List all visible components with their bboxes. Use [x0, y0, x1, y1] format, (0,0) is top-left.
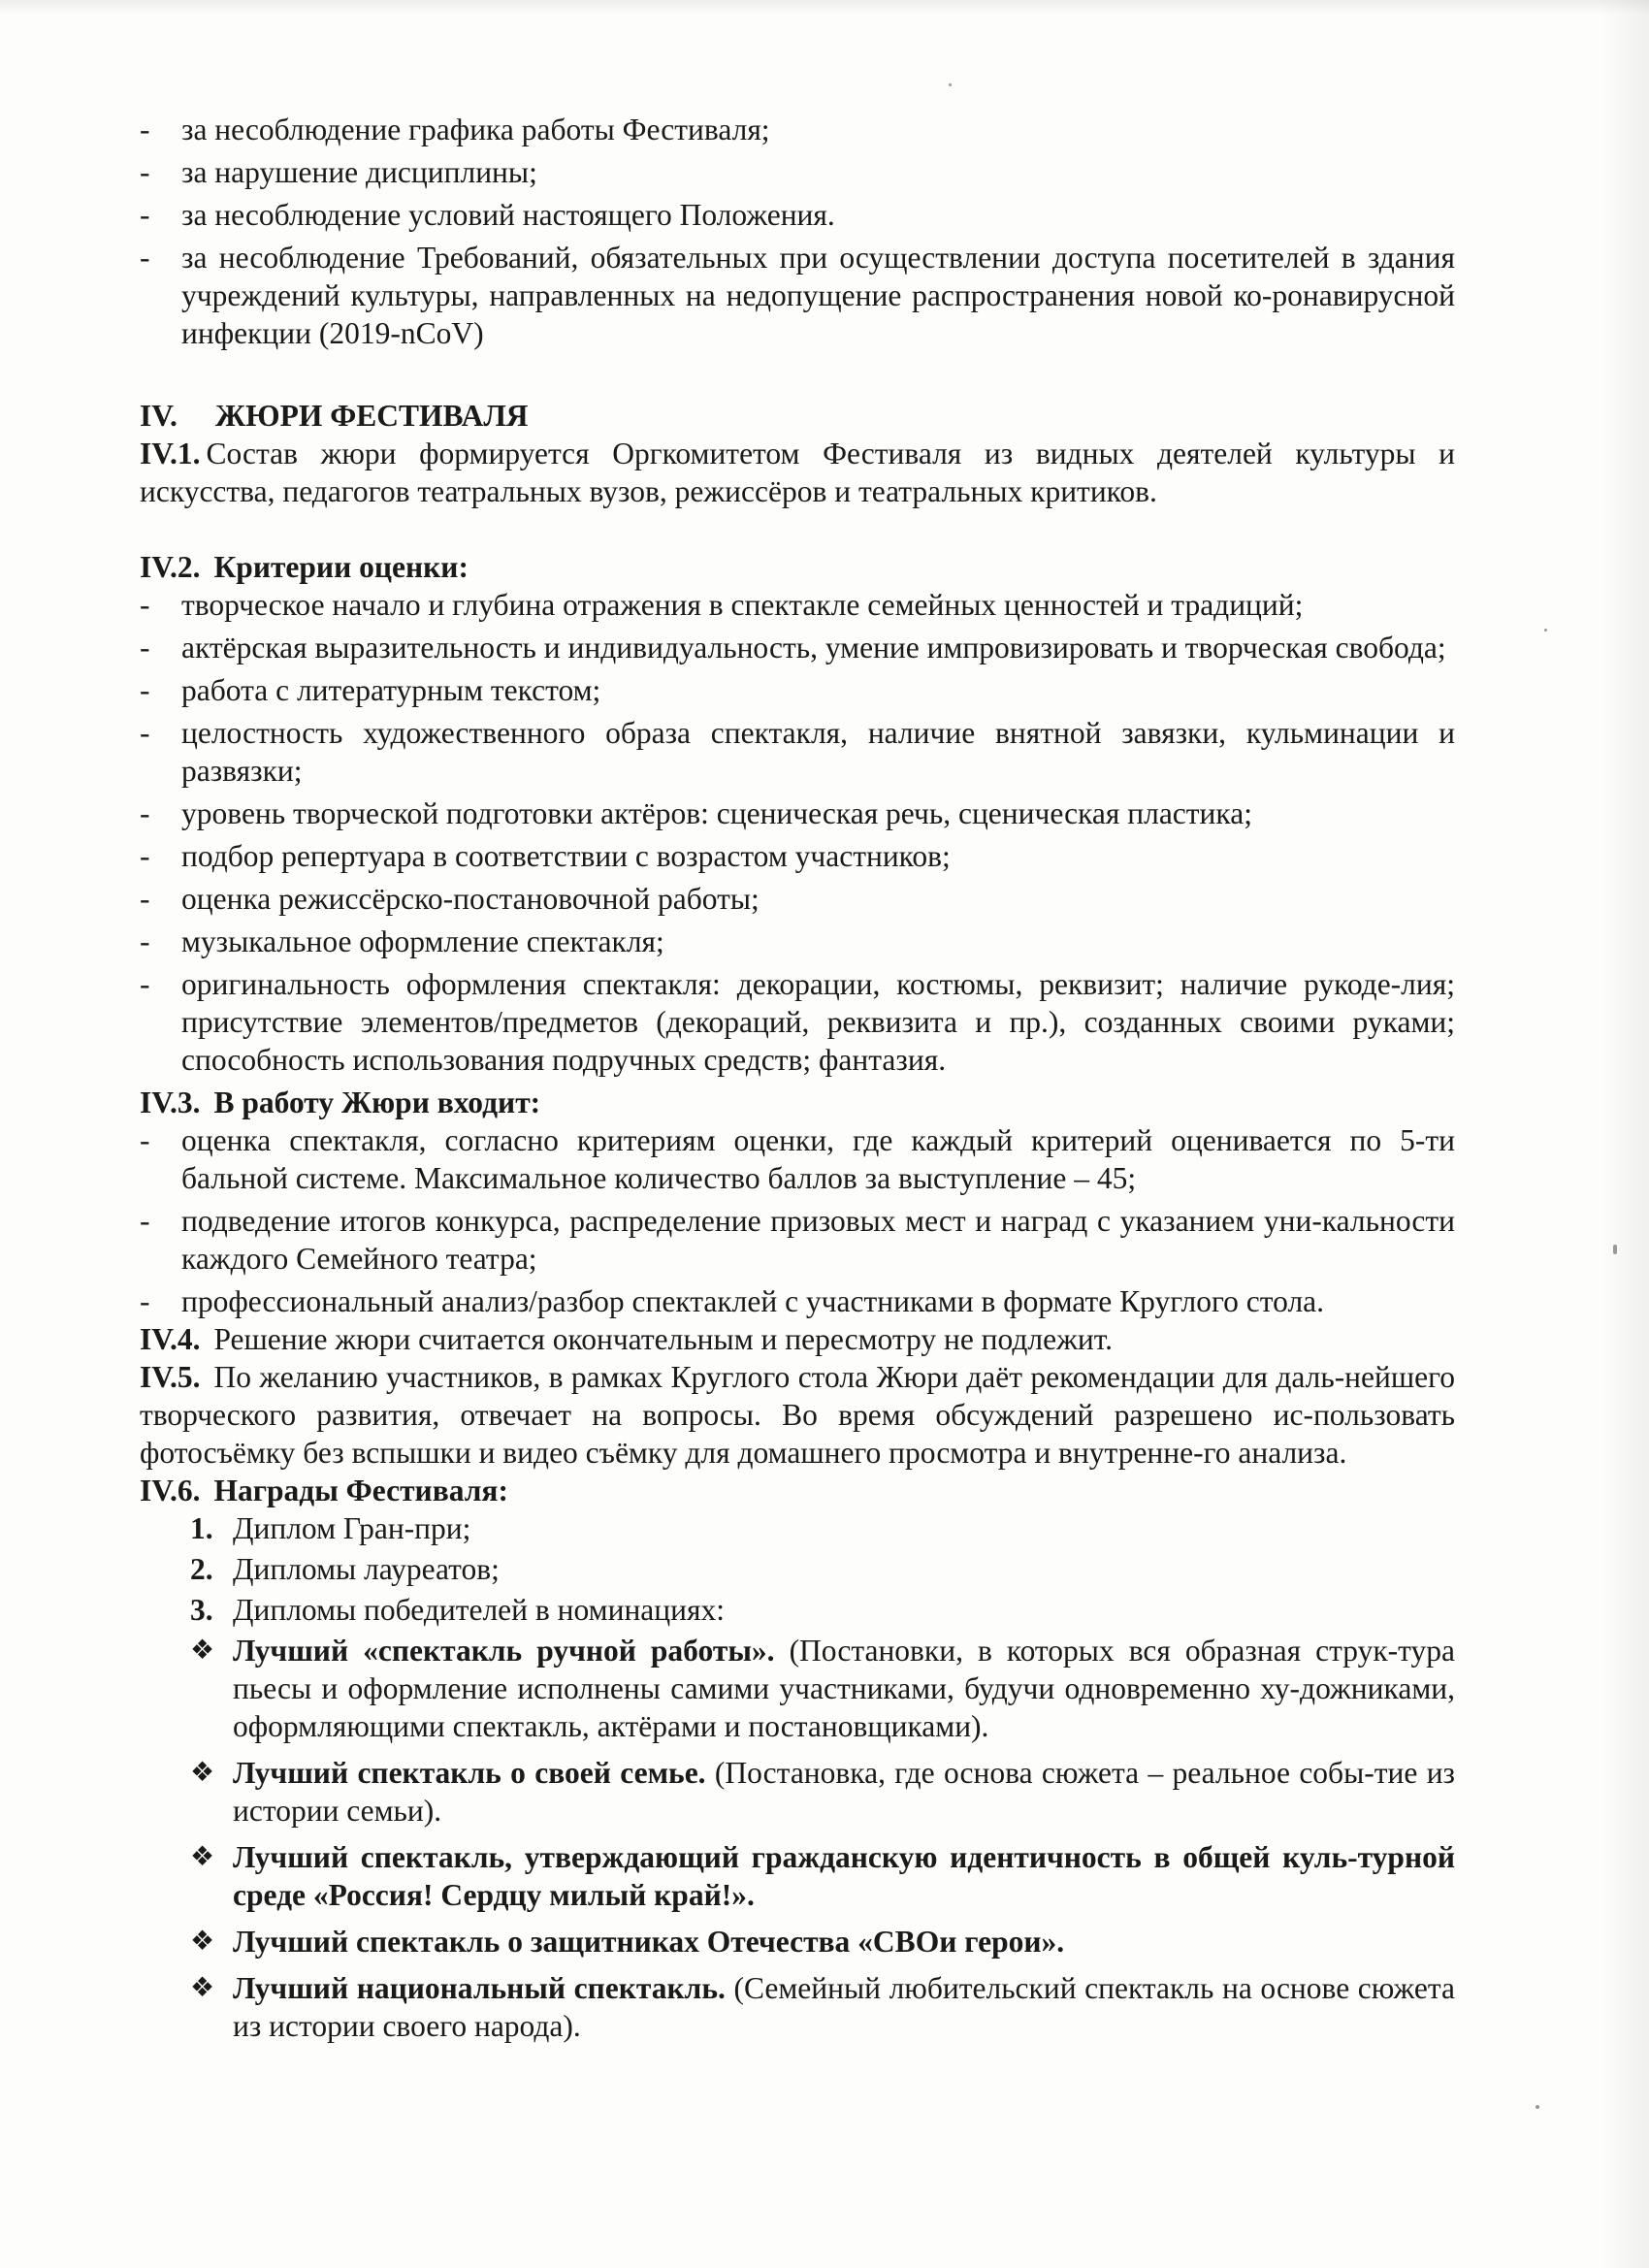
list-item-text: за нарушение дисциплины; [181, 155, 537, 189]
list-item [140, 923, 1455, 960]
scan-speck [1536, 2105, 1539, 2109]
diamond-bullet-icon: ❖ [190, 1927, 215, 1957]
list-item [140, 239, 1455, 352]
list-item-text: за несоблюдение Требований, обязательных при осуществлении доступа посетителей в здания учреждений культуры, направленных на недопущение распространения новой ко-ронавирусной инфекции (2019-nCoV) [181, 241, 1455, 350]
dash-bullet: - [140, 967, 150, 1001]
nominations-list [140, 1632, 1455, 2045]
paragraph-text: Решение жюри считается окончательным и пересмотру не подлежит. [213, 1322, 1113, 1356]
section-title: ЖЮРИ ФЕСТИВАЛЯ [215, 399, 529, 433]
criteria-list [140, 586, 1455, 1079]
list-item [140, 794, 1455, 832]
section-heading [140, 397, 1455, 435]
list-item [140, 965, 1455, 1079]
award-description: (Постановка, где основа сюжета – реальное собы-тие из истории семьи). [233, 1756, 1455, 1828]
paragraph-iv-6-heading [140, 1472, 1455, 1509]
scan-speck [949, 83, 952, 86]
paragraph-number: IV.6. [140, 1474, 201, 1507]
paragraph-number: IV.5. [140, 1360, 201, 1394]
paragraph-number: IV.4. [140, 1322, 201, 1356]
list-item-text: целостность художественного образа спектакля, наличие внятной завязки, кульминации и развязки; [181, 716, 1455, 788]
awards-ordered-list [140, 1509, 1455, 1629]
scan-speck [1613, 1245, 1617, 1254]
dash-bullet: - [140, 1204, 150, 1238]
dash-bullet: - [140, 839, 150, 873]
list-item-text: оценка спектакля, согласно критериям оценки, где каждый критерий оценивается по 5-ти бальной системе. Максимальное количество баллов за выступление – 45; [181, 1123, 1455, 1195]
paragraph-text: По желанию участников, в рамках Круглого стола Жюри даёт рекомендации для даль-нейшего творческого развития, отвечает на вопросы. Во время обсуждений разрешено ис-пользовать фотосъёмку без вспышки и видео съёмку для домашнего просмотра и внутренне-го анализа. [140, 1360, 1455, 1470]
list-number: 3. [190, 1593, 213, 1627]
paragraph-title: Награды Фестиваля: [213, 1474, 508, 1507]
dash-bullet: - [140, 1284, 150, 1318]
list-item [140, 153, 1455, 191]
paragraph-number: IV.1. [140, 437, 201, 470]
dash-bullet: - [140, 924, 150, 958]
list-item [140, 880, 1455, 918]
list-item-text: Дипломы лауреатов; [233, 1552, 500, 1586]
paragraph-number: IV.3. [140, 1085, 201, 1119]
dash-bullet: - [140, 673, 150, 707]
list-item [190, 1632, 1455, 1745]
scan-top-shadow [0, 0, 1649, 14]
paragraph-number: IV.2. [140, 550, 201, 584]
list-item [190, 1509, 1455, 1547]
paragraph-iv-2-heading [140, 548, 1455, 586]
list-item [140, 196, 1455, 234]
dash-bullet: - [140, 155, 150, 189]
award-title: Лучший национальный спектакль. [233, 1971, 726, 2005]
list-item [190, 1923, 1455, 1960]
dash-bullet: - [140, 198, 150, 232]
intro-list [140, 111, 1455, 352]
diamond-bullet-icon: ❖ [190, 1636, 215, 1666]
dash-bullet: - [140, 882, 150, 916]
dash-bullet: - [140, 241, 150, 275]
list-item [190, 1754, 1455, 1830]
list-item-text: подведение итогов конкурса, распределение призовых мест и наград с указанием уни-кальности каждого Семейного театра; [181, 1204, 1455, 1276]
list-item-text: оригинальность оформления спектакля: декорации, костюмы, реквизит; наличие рукоде-лия; присутствие элементов/предметов (декораций, реквизита и пр.), созданных своими руками; способность использования подручных средств; фантазия. [181, 967, 1455, 1077]
list-item [140, 1282, 1455, 1320]
award-title: Лучший спектакль о защитниках Отечества «СВОи герои». [233, 1925, 1065, 1959]
paragraph-iv-3-heading [140, 1084, 1455, 1121]
paragraph-iv-1 [140, 435, 1455, 510]
dash-bullet: - [140, 796, 150, 830]
list-number: 1. [190, 1511, 213, 1545]
list-item [190, 1838, 1455, 1914]
list-item-text: Дипломы победителей в номинациях: [233, 1593, 725, 1627]
list-item-text: актёрская выразительность и индивидуальность, умение импровизировать и творческая свобода; [181, 631, 1446, 664]
list-item-text: за несоблюдение графика работы Фестиваля; [181, 113, 770, 146]
list-number: 2. [190, 1552, 213, 1586]
award-title: Лучший спектакль о своей семье. [233, 1756, 706, 1790]
scan-speck [1544, 629, 1547, 632]
scan-edge-shadow [1600, 0, 1649, 2268]
list-item-text: подбор репертуара в соответствии с возрастом участников; [181, 839, 951, 873]
dash-bullet: - [140, 588, 150, 622]
award-title: Лучший спектакль, утверждающий гражданскую идентичность в общей куль-турной среде «Россия! Сердцу милый край!». [233, 1840, 1455, 1912]
paragraph-text: Состав жюри формируется Оргкомитетом Фестиваля из видных деятелей культуры и искусства, педагогов театральных вузов, режиссёров и театральных критиков. [140, 437, 1455, 508]
dash-bullet: - [140, 631, 150, 664]
list-item [140, 629, 1455, 666]
paragraph-title: Критерии оценки: [213, 550, 469, 584]
list-item [140, 586, 1455, 624]
diamond-bullet-icon: ❖ [190, 1758, 215, 1788]
list-item-text: за несоблюдение условий настоящего Положения. [181, 198, 835, 232]
award-title: Лучший «спектакль ручной работы». [233, 1634, 775, 1668]
paragraph-iv-5 [140, 1358, 1455, 1472]
list-item [140, 1202, 1455, 1278]
list-item [140, 111, 1455, 148]
list-item [140, 1121, 1455, 1197]
paragraph-iv-4 [140, 1320, 1455, 1358]
diamond-bullet-icon: ❖ [190, 1973, 215, 2003]
list-item [140, 714, 1455, 790]
dash-bullet: - [140, 716, 150, 750]
dash-bullet: - [140, 113, 150, 146]
list-item [140, 837, 1455, 875]
list-item [190, 1550, 1455, 1588]
list-item [140, 671, 1455, 709]
list-item [190, 1969, 1455, 2045]
list-item-text: уровень творческой подготовки актёров: сценическая речь, сценическая пластика; [181, 796, 1252, 830]
section-number: IV. [140, 399, 178, 433]
list-item-text: музыкальное оформление спектакля; [181, 924, 664, 958]
diamond-bullet-icon: ❖ [190, 1842, 215, 1872]
award-description: (Семейный любительский спектакль на основе сюжета из истории своего народа). [233, 1971, 1455, 2043]
list-item-text: профессиональный анализ/разбор спектаклей с участниками в формате Круглого стола. [181, 1284, 1325, 1318]
dash-bullet: - [140, 1123, 150, 1157]
list-item-text: творческое начало и глубина отражения в спектакле семейных ценностей и традиций; [181, 588, 1304, 622]
list-item-text: оценка режиссёрско-постановочной работы; [181, 882, 760, 916]
list-item-text: работа с литературным текстом; [181, 673, 601, 707]
list-item-text: Диплом Гран-при; [233, 1511, 471, 1545]
award-description: (Постановки, в которых вся образная струк-тура пьесы и оформление исполнены самими участниками, будучи одновременно ху-дожниками, оформляющими спектакль, актёрами и постановщиками). [233, 1634, 1455, 1743]
list-item [190, 1591, 1455, 1629]
paragraph-title: В работу Жюри входит: [213, 1085, 541, 1119]
jury-duties-list [140, 1121, 1455, 1320]
